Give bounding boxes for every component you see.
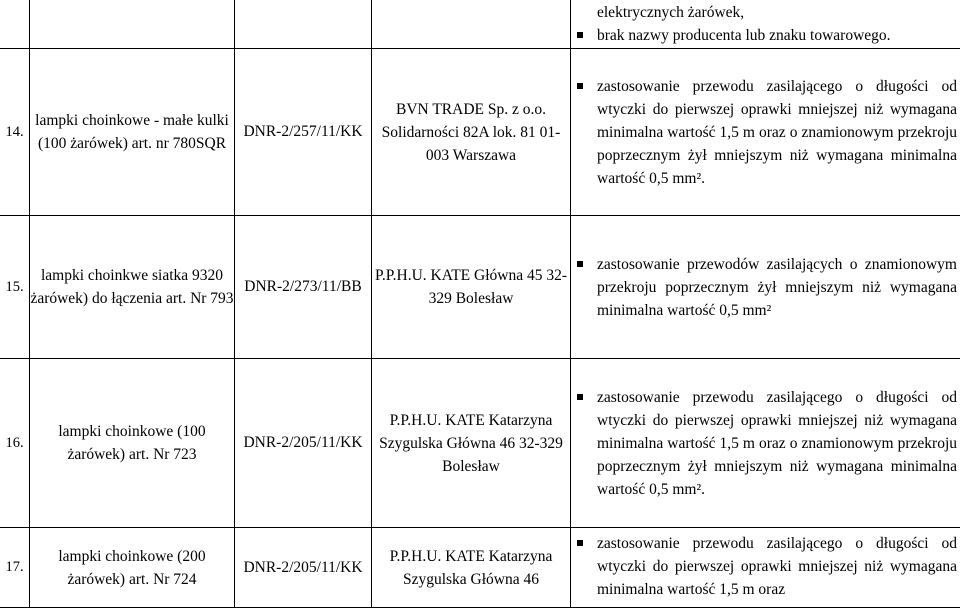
product-name: lampki choinkowe (100 żarówek) art. Nr 723 bbox=[30, 359, 235, 528]
nonconformity-list bbox=[571, 0, 960, 49]
report-code: DNR-2/205/11/KK bbox=[235, 528, 372, 608]
list-item: zastosowanie przewodu zasilającego o długości od wtyczki do pierwszej oprawki mniejszej niż wymagana minimalna wartość 1,5 m oraz bbox=[575, 532, 957, 601]
bullet-icon bbox=[575, 386, 597, 501]
table-row bbox=[0, 0, 960, 49]
nonconformity-list bbox=[571, 216, 960, 359]
product-name bbox=[30, 0, 235, 49]
list-item: zastosowanie przewodów zasilających o znamionowym przekroju poprzecznym żył mniejszym niż wymagana minimalna wartość 0,5 mm² bbox=[575, 253, 957, 322]
report-code: DNR-2/257/11/KK bbox=[235, 49, 372, 216]
product-name: lampki choinkowe - małe kulki (100 żarówek) art. nr 780SQR bbox=[30, 49, 235, 216]
nonconformity-list bbox=[571, 359, 960, 528]
nonconformity-list bbox=[571, 49, 960, 216]
producer: P.P.H.U. KATE Katarzyna Szygulska Główna 46 bbox=[372, 528, 571, 608]
bullet-icon bbox=[575, 253, 597, 322]
table-row bbox=[0, 359, 960, 528]
report-code bbox=[235, 0, 372, 49]
row-number: 14. bbox=[0, 49, 30, 216]
row-number: 15. bbox=[0, 216, 30, 359]
report-code: DNR-2/273/11/BB bbox=[235, 216, 372, 359]
product-name: lampki choinkowe (200 żarówek) art. Nr 724 bbox=[30, 528, 235, 608]
bullet-icon bbox=[575, 75, 597, 190]
list-item: zastosowanie przewodu zasilającego o długości od wtyczki do pierwszej oprawki mniejszej niż wymagana minimalna wartość 1,5 m oraz o znamionowym przekroju poprzecznym żył mniejszym niż wymagana minimalna wartość 0,5 mm². bbox=[575, 75, 957, 190]
table-row bbox=[0, 528, 960, 608]
producer bbox=[372, 0, 571, 49]
producer: P.P.H.U. KATE Główna 45 32-329 Bolesław bbox=[372, 216, 571, 359]
bullet-icon bbox=[575, 24, 597, 47]
row-number: 17. bbox=[0, 528, 30, 608]
list-item: zastosowanie przewodu zasilającego o długości od wtyczki do pierwszej oprawki mniejszej niż wymagana minimalna wartość 1,5 m oraz o znamionowym przekroju poprzecznym żył mniejszym niż wymagana minimalna wartość 0,5 mm². bbox=[575, 386, 957, 501]
product-name: lampki choinkwe siatka 9320 żarówek) do łączenia art. Nr 793 bbox=[30, 216, 235, 359]
row-number bbox=[0, 0, 30, 49]
list-item: brak nazwy producenta lub znaku towarowego. bbox=[575, 24, 957, 47]
continued-text: elektrycznych żarówek, bbox=[575, 1, 957, 24]
producer: P.P.H.U. KATE Katarzyna Szygulska Główna 46 32-329 Bolesław bbox=[372, 359, 571, 528]
table-row bbox=[0, 216, 960, 359]
bullet-icon bbox=[575, 532, 597, 601]
producer: BVN TRADE Sp. z o.o. Solidarności 82A lok. 81 01-003 Warszawa bbox=[372, 49, 571, 216]
nonconformity-list bbox=[571, 528, 960, 608]
table-row bbox=[0, 49, 960, 216]
row-number: 16. bbox=[0, 359, 30, 528]
report-code: DNR-2/205/11/KK bbox=[235, 359, 372, 528]
